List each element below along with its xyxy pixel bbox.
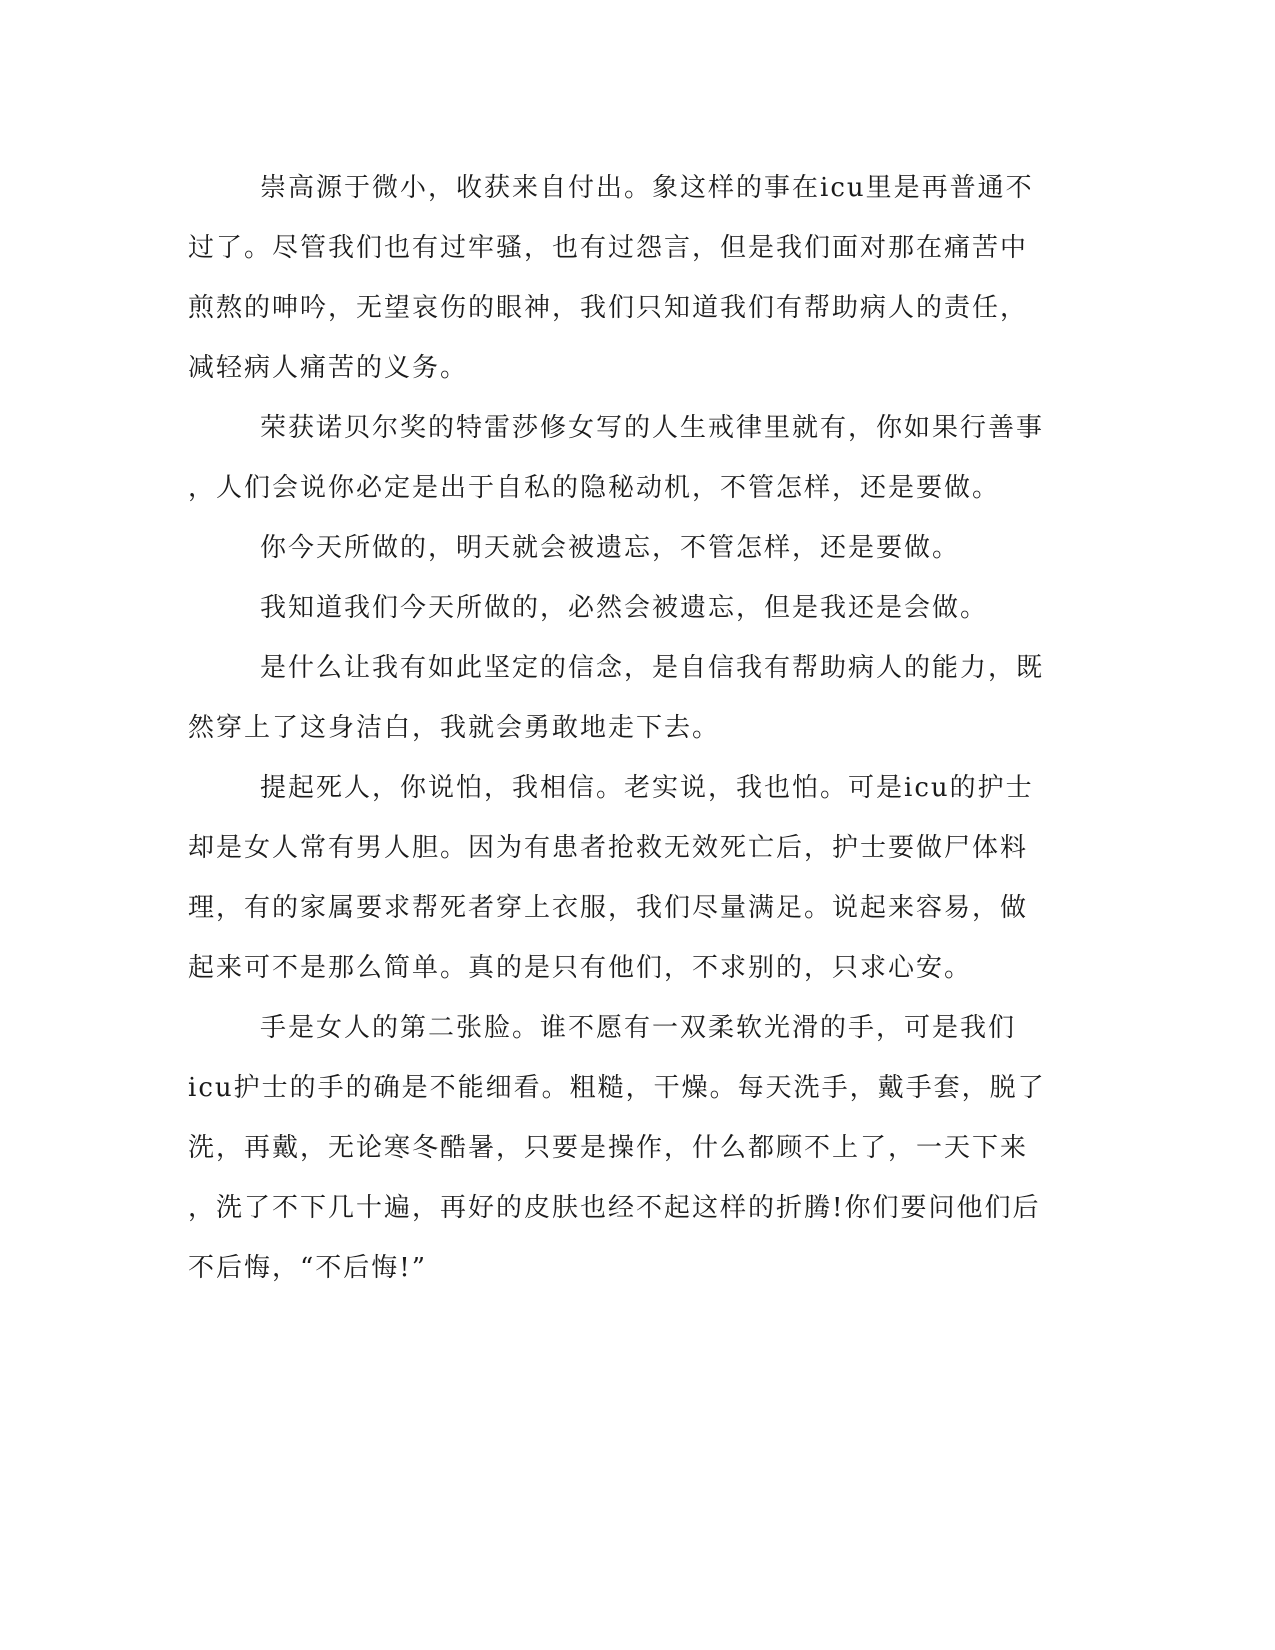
paragraph-line: 手是女人的第二张脸。谁不愿有一双柔软光滑的手，可是我们 xyxy=(260,1013,1017,1043)
paragraph-6 xyxy=(188,758,1088,998)
paragraph-2 xyxy=(188,398,1088,518)
paragraph-line: 荣获诺贝尔奖的特雷莎修女写的人生戒律里就有，你如果行善事 xyxy=(260,413,1045,443)
paragraph-line: 崇高源于微小，收获来自付出。象这样的事在icu里是再普通不 xyxy=(260,173,1034,203)
paragraph-line: 然穿上了这身洁白，我就会勇敢地走下去。 xyxy=(188,713,721,743)
paragraph-1 xyxy=(188,158,1088,398)
paragraph-line: 起来可不是那么简单。真的是只有他们，不求别的，只求心安。 xyxy=(188,953,973,983)
paragraph-line: 提起死人，你说怕，我相信。老实说，我也怕。可是icu的护士 xyxy=(260,773,1034,803)
paragraph-line: 洗，再戴，无论寒冬酷暑，只要是操作，什么都顾不上了，一天下来 xyxy=(188,1133,1029,1163)
paragraph-line: ，洗了不下几十遍，再好的皮肤也经不起这样的折腾!你们要问他们后 xyxy=(188,1193,1041,1223)
paragraph-line: 却是女人常有男人胆。因为有患者抢救无效死亡后，护士要做尸体料 xyxy=(188,833,1029,863)
paragraph-line: 减轻病人痛苦的义务。 xyxy=(188,353,469,383)
paragraph-5 xyxy=(188,638,1088,758)
paragraph-line: 过了。尽管我们也有过牢骚，也有过怨言，但是我们面对那在痛苦中 xyxy=(188,233,1029,263)
paragraph-line: 不后悔，“不后悔!” xyxy=(188,1253,428,1283)
paragraph-line: 你今天所做的，明天就会被遗忘，不管怎样，还是要做。 xyxy=(260,533,961,563)
body-text xyxy=(188,158,1088,1298)
paragraph-line: 我知道我们今天所做的，必然会被遗忘，但是我还是会做。 xyxy=(260,593,989,623)
paragraph-3 xyxy=(188,518,1088,578)
paragraph-line: 理，有的家属要求帮死者穿上衣服，我们尽量满足。说起来容易，做 xyxy=(188,893,1029,923)
paragraph-line: icu护士的手的确是不能细看。粗糙，干燥。每天洗手，戴手套，脱了 xyxy=(188,1073,1046,1103)
paragraph-7 xyxy=(188,998,1088,1298)
paragraph-line: ，人们会说你必定是出于自私的隐秘动机，不管怎样，还是要做。 xyxy=(188,473,1001,503)
paragraph-line: 煎熬的呻吟，无望哀伤的眼神，我们只知道我们有帮助病人的责任， xyxy=(188,293,1029,323)
paragraph-line: 是什么让我有如此坚定的信念，是自信我有帮助病人的能力，既 xyxy=(260,653,1045,683)
paragraph-4 xyxy=(188,578,1088,638)
